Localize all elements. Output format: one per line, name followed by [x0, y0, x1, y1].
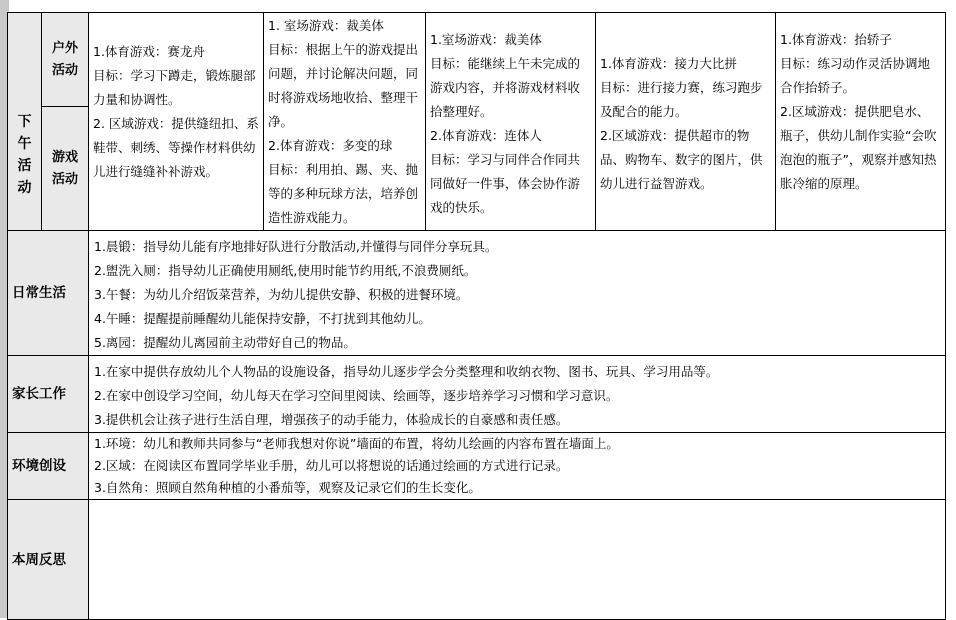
day3-line: 目标：学习与同伴合作同共同做好一件事，体会协作游戏的快乐。 [430, 152, 581, 215]
day-cell-2 [264, 13, 426, 231]
environment-row [8, 433, 946, 500]
game-activity-label: 游戏活动 [42, 107, 89, 231]
daily-life-row [8, 231, 946, 356]
day-cell-5 [776, 13, 946, 231]
daily-life-label: 日常生活 [8, 231, 89, 356]
day4-line: 2.区域游戏：提供超市的物品、购物车、数字的图片，供幼儿进行益智游戏。 [600, 128, 763, 191]
day5-line: 目标：练习动作灵活协调地合作抬轿子。 [780, 56, 931, 95]
afternoon-row [8, 13, 946, 107]
reflection-label: 本周反思 [8, 500, 89, 620]
day4-line: 目标：进行接力赛，练习跑步及配合的能力。 [600, 80, 763, 119]
environment-item: 3.自然角：照顾自然角种植的小番茄等，观察及记录它们的生长变化。 [94, 480, 481, 495]
daily-life-item: 3.午餐：为幼儿介绍饭菜营养，为幼儿提供安静、积极的进餐环境。 [94, 287, 469, 302]
parent-work-row [8, 356, 946, 433]
reflection-row [8, 500, 946, 620]
afternoon-section-label: 下午活动 [8, 13, 42, 231]
parent-work-item: 3.提供机会让孩子进行生活自理，增强孩子的动手能力，体验成长的自豪感和责任感。 [94, 412, 569, 427]
day-cell-1 [89, 13, 264, 231]
day1-line: 1.体育游戏：赛龙舟 [93, 44, 205, 59]
environment-content [89, 433, 946, 500]
day1-line: 2. 区域游戏：提供缝纽扣、系鞋带、刺绣、等操作材料供幼儿进行缝缝补补游戏。 [93, 116, 259, 179]
parent-work-content [89, 356, 946, 433]
day4-line: 1.体育游戏：接力大比拼 [600, 56, 737, 71]
day3-line: 目标：能继续上午未完成的游戏内容，并将游戏材料收拾整理好。 [430, 56, 581, 119]
day1-line: 目标：学习下蹲走，锻炼腿部力量和协调性。 [93, 68, 256, 107]
environment-item: 2.区域：在阅读区布置同学毕业手册，幼儿可以将想说的话通过绘画的方式进行记录。 [94, 458, 569, 473]
day5-line: 2.区域游戏：提供肥皂水、瓶子，供幼儿制作实验“会吹泡泡的瓶子”，观察并感知热胀冷缩的原理。 [780, 104, 937, 191]
daily-life-item: 5.离园：提醒幼儿离园前主动带好自己的物品。 [94, 335, 356, 350]
reflection-content[interactable] [89, 500, 946, 620]
day2-line: 目标：根据上午的游戏提出问题，并讨论解决问题，同时将游戏场地收拾、整理干净。 [268, 42, 419, 129]
parent-work-item: 2.在家中创设学习空间，幼儿每天在学习空间里阅读、绘画等，逐步培养学习习惯和学习意识。 [94, 388, 619, 403]
daily-life-content [89, 231, 946, 356]
day3-line: 2.体育游戏：连体人 [430, 128, 542, 143]
environment-label: 环境创设 [8, 433, 89, 500]
day5-line: 1.体育游戏：抬轿子 [780, 32, 892, 47]
daily-life-item: 2.盥洗入厕：指导幼儿正确使用厕纸,使用时能节约用纸,不浪费厕纸。 [94, 263, 477, 278]
day-cell-4 [596, 13, 776, 231]
weekly-plan-table [7, 12, 946, 620]
environment-item: 1.环境：幼儿和教师共同参与“老师我想对你说”墙面的布置，将幼儿绘画的内容布置在墙面上。 [94, 436, 619, 451]
daily-life-item: 1.晨锻：指导幼儿能有序地排好队进行分散活动,并懂得与同伴分享玩具。 [94, 239, 498, 254]
parent-work-item: 1.在家中提供存放幼儿个人物品的设施设备，指导幼儿逐步学会分类整理和收纳衣物、图书、玩具、学习用品等。 [94, 364, 719, 379]
day2-line: 1. 室场游戏：裁美体 [268, 18, 384, 33]
daily-life-item: 4.午睡：提醒提前睡醒幼儿能保持安静，不打扰到其他幼儿。 [94, 311, 431, 326]
day2-line: 目标：利用拍、踢、夹、抛等的多种玩球方法，培养创造性游戏能力。 [268, 162, 419, 225]
day-cell-3 [426, 13, 596, 231]
day3-line: 1.室场游戏：裁美体 [430, 32, 542, 47]
outdoor-activity-label: 户外活动 [42, 13, 89, 107]
parent-work-label: 家长工作 [8, 356, 89, 433]
day2-line: 2.体育游戏：多变的球 [268, 138, 393, 153]
